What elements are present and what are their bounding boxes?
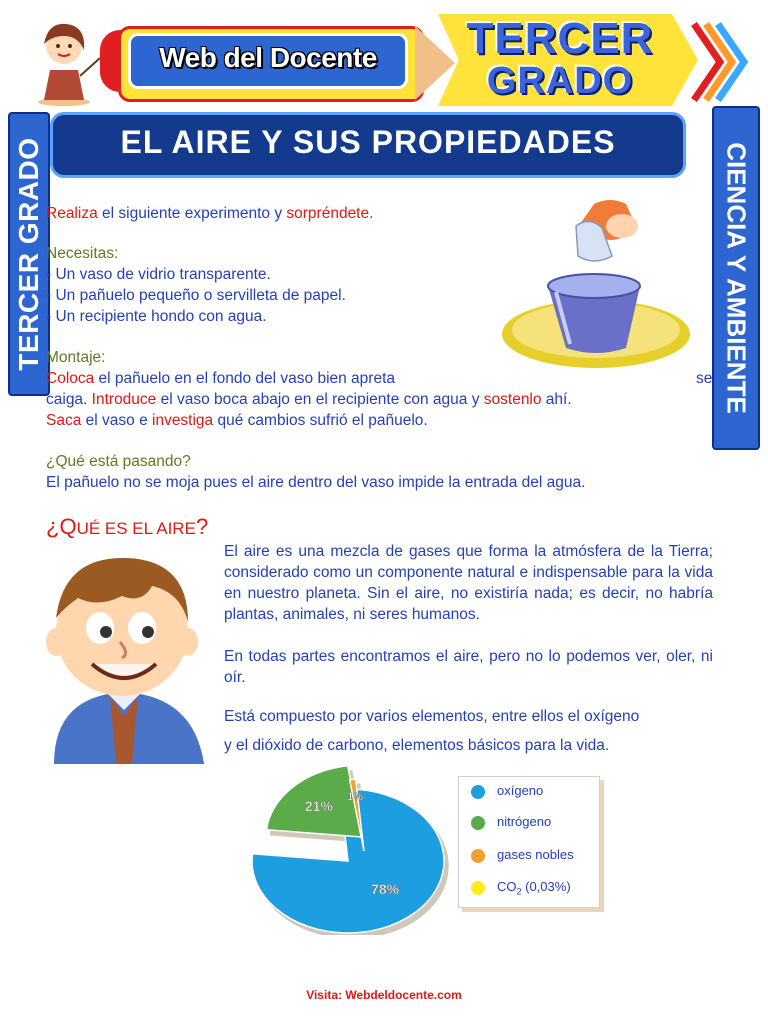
legend-label: nitrógeno [497, 814, 552, 829]
legend-item-oxygen [471, 783, 543, 799]
needs-item: - Un pañuelo pequeño o servilleta de papel. [46, 287, 346, 304]
chevron-arrows-icon [690, 20, 750, 104]
setup-heading: Montaje: [46, 349, 106, 366]
intro-text: el siguiente experimento y [97, 205, 287, 222]
heading-part-3: ? [195, 514, 209, 539]
heading-part-1: ¿Q [46, 514, 77, 539]
legend-swatch [471, 881, 485, 895]
legend-item-noble-gases [471, 847, 574, 863]
setup-verb-introduce: Introduce [91, 391, 157, 408]
side-label-grade [8, 112, 50, 396]
legend-item-nitrogen [471, 814, 551, 830]
air-presence-paragraph: En todas partes encontramos el aire, pero no lo podemos ver, oler, ni oír. [224, 648, 713, 686]
side-label-grade-text: TERCER GRADO [13, 137, 44, 371]
side-label-subject-text: CIENCIA Y AMBIENTE [721, 142, 752, 414]
setup-line1-text: el pañuelo en el fondo del vaso bien apreta [94, 370, 396, 387]
legend-suffix: (0,03%) [521, 879, 571, 894]
setup-line3-text: el vaso e [81, 412, 152, 429]
setup-line3-end: qué cambios sufrió el pañuelo. [213, 412, 428, 429]
air-composition-line2: y el dióxido de carbono, elementos básicos para la vida. [224, 737, 610, 754]
brand-logo-text: Web del Docente [159, 42, 377, 73]
legend-item-co2 [471, 879, 571, 897]
intro-verb: Realiza [46, 205, 98, 222]
page-title: EL AIRE Y SUS PROPIEDADES [120, 124, 616, 160]
grade-title-line2: GRADO [486, 60, 634, 102]
needs-item: - Un vaso de vidrio transparente. [46, 266, 271, 283]
glass-experiment-illustration [498, 196, 694, 374]
setup-line1-end: se [696, 370, 713, 387]
setup-line2-text: el vaso boca abajo en el recipiente con agua y [156, 391, 484, 408]
happening-text: El pañuelo no se moja pues el aire dentro del vaso impide la entrada del agua. [46, 474, 586, 491]
air-composition-pie-chart [248, 760, 458, 935]
setup-line2-start: caiga. [46, 391, 92, 408]
side-label-subject [712, 106, 760, 450]
setup-line [46, 368, 506, 389]
grade-title-line1: TERCER [466, 14, 654, 63]
teacher-illustration [28, 14, 104, 106]
legend-swatch [471, 849, 485, 863]
legend-label: CO [497, 879, 517, 894]
happening-heading: ¿Qué está pasando? [46, 453, 191, 470]
pie-slice-label: 21% [304, 798, 333, 815]
legend-subscript: 2 [516, 886, 522, 897]
setup-line2-end: ahí. [541, 391, 572, 408]
intro-line [46, 203, 373, 224]
legend-swatch [471, 816, 485, 830]
setup-verb-coloca: Coloca [46, 370, 95, 387]
heading-part-2: UÉ ES EL AIRE [76, 519, 196, 538]
pie-slice-label: 1% [347, 791, 364, 804]
footer-visit-link[interactable]: Visita: Webdeldocente.com [306, 988, 462, 1002]
chart-legend [458, 776, 600, 908]
needs-item: - Un recipiente hondo con agua. [46, 308, 267, 325]
setup-line [46, 410, 428, 431]
legend-swatch [471, 785, 485, 799]
legend-label: gases nobles [497, 847, 574, 862]
setup-verb-sostenlo: sostenlo [483, 391, 542, 408]
setup-line [46, 389, 572, 410]
intro-end: . [369, 205, 374, 222]
needs-heading: Necesitas: [46, 245, 119, 262]
legend-label: oxígeno [497, 783, 544, 798]
setup-verb-investiga: investiga [152, 412, 214, 429]
pie-slice-label: 78% [371, 881, 400, 898]
intro-highlight: sorpréndete [286, 205, 370, 222]
air-definition-paragraph: El aire es una mezcla de gases que forma la atmósfera de la Tierra; considerado como un componente natural e indispensable para la vida en nuestro planeta. Sin el aire, no existiría nada; es decir, no habría plantas, animales, ni seres humanos. [224, 543, 713, 623]
setup-verb-saca: Saca [46, 412, 82, 429]
boy-illustration [34, 546, 214, 764]
section-heading-what-is-air [46, 514, 208, 540]
air-composition-line1: Está compuesto por varios elementos, entre ellos el oxígeno [224, 708, 640, 725]
